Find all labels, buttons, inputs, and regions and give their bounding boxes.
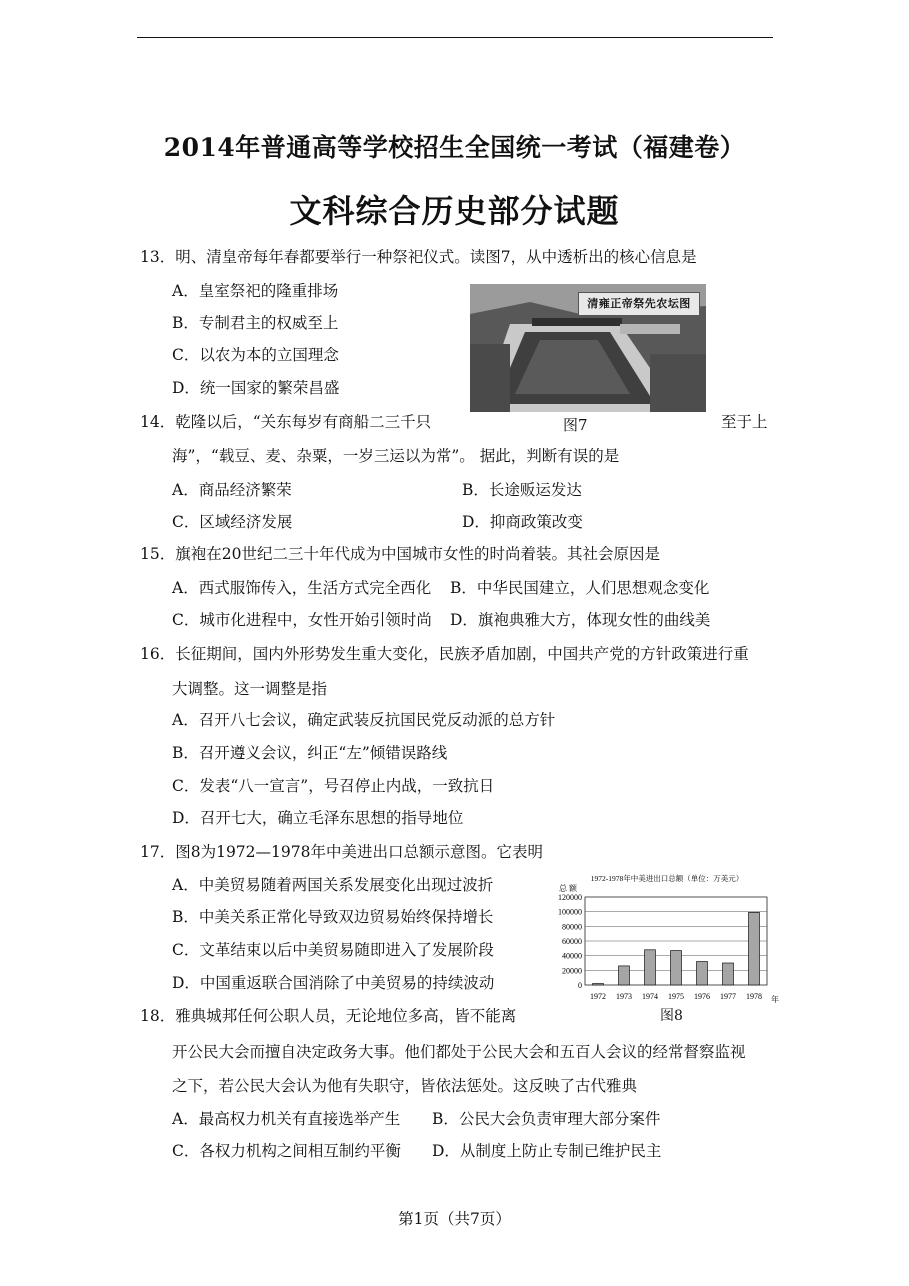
- q13-option-b: B．专制君主的权威至上: [172, 314, 339, 332]
- q16-option-d: D．召开七大，确立毛泽东思想的指导地位: [172, 809, 464, 827]
- q15-option-d: D．旗袍典雅大方，体现女性的曲线美: [450, 611, 711, 629]
- q18-option-b: B．公民大会负责审理大部分案件: [432, 1110, 661, 1128]
- q16-option-a: A．召开八七会议，确定武装反抗国民党反动派的总方针: [172, 711, 556, 729]
- q16-option-c: C．发表“八一宣言”，号召停止内战，一致抗日: [172, 777, 495, 795]
- q14-line1: 14．乾隆以后，“关东每岁有商船二三千只: [140, 413, 432, 431]
- chart-bar-1972: [593, 984, 604, 985]
- q13-stem: 13．明、清皇帝每年春都要举行一种祭祀仪式。读图7，从中透析出的核心信息是: [140, 248, 697, 266]
- q18-line2: 开公民大会而擅自决定政务大事。他们都处于公民大会和五百人会议的经常督察监视: [172, 1043, 746, 1061]
- q15-option-b: B．中华民国建立，人们思想观念变化: [450, 579, 710, 597]
- chart-bar-1976: [697, 962, 708, 985]
- page-footer: 第1页（共7页）: [398, 1210, 511, 1228]
- chart-x-unit: 年: [771, 995, 779, 1004]
- chart-bar-1973: [619, 966, 630, 985]
- chart-bar-1978: [749, 912, 760, 985]
- chart-xtick-label: 1977: [720, 992, 736, 1001]
- chart-bar-1977: [723, 963, 734, 985]
- q17-option-c: C．文革结束以后中美贸易随即进入了发展阶段: [172, 941, 494, 959]
- chart-xtick-label: 1974: [642, 992, 658, 1001]
- q15-option-c: C．城市化进程中，女性开始引领时尚: [172, 611, 432, 629]
- q18-option-a: A．最高权力机关有直接选举产生: [172, 1110, 401, 1128]
- chart-ytick-label: 100000: [558, 907, 582, 917]
- q14-line1-tail: 至于上: [721, 413, 768, 431]
- q17-stem: 17．图8为1972—1978年中美进出口总额示意图。它表明: [140, 843, 543, 861]
- figure-7-label: 图7: [563, 416, 588, 434]
- chart-bar-1975: [671, 951, 682, 985]
- chart-ytick-label: 80000: [562, 922, 582, 932]
- chart-ytick-label: 40000: [562, 951, 582, 961]
- chart-title: 1972-1978年中美进出口总额（单位：万美元）: [590, 874, 744, 883]
- q13-option-a: A．皇室祭祀的隆重排场: [172, 282, 339, 300]
- chart-xtick-label: 1972: [590, 992, 606, 1001]
- chart-bar-1974: [645, 950, 656, 985]
- q14-option-d: D．抑商政策改变: [462, 513, 583, 531]
- q13-option-d: D．统一国家的繁荣昌盛: [172, 379, 340, 397]
- chart-ytick-label: 0: [578, 981, 582, 990]
- exam-subtitle: 文科综合历史部分试题: [289, 192, 620, 230]
- figure-8-label: 图8: [660, 1008, 683, 1024]
- figure-7-caption: 清雍正帝祭先农坛图: [578, 292, 700, 316]
- q16-line1: 16．长征期间，国内外形势发生重大变化，民族矛盾加剧，中国共产党的方针政策进行重: [140, 645, 749, 663]
- q18-option-d: D．从制度上防止专制已维护民主: [432, 1142, 662, 1160]
- q16-line2: 大调整。这一调整是指: [172, 680, 328, 698]
- chart-xtick-label: 1978: [746, 992, 762, 1001]
- q15-option-a: A．西式服饰传入，生活方式完全西化: [172, 579, 432, 597]
- q13-option-c: C．以农为本的立国理念: [172, 346, 339, 364]
- chart-ytick-label: 20000: [562, 966, 582, 976]
- figure-8-bar-chart: [545, 870, 780, 1006]
- chart-ytick-label: 120000: [558, 893, 582, 902]
- chart-xtick-label: 1976: [694, 992, 710, 1001]
- q18-option-c: C．各权力机构之间相互制约平衡: [172, 1142, 401, 1160]
- exam-title: 2014年普通高等学校招生全国统一考试（福建卷）: [163, 133, 746, 162]
- q15-stem: 15．旗袍在20世纪二三十年代成为中国城市女性的时尚着装。其社会原因是: [140, 545, 660, 563]
- q14-option-b: B．长途贩运发达: [462, 481, 582, 499]
- q18-line3: 之下，若公民大会认为他有失职守，皆依法惩处。这反映了古代雅典: [172, 1077, 638, 1095]
- q14-option-a: A．商品经济繁荣: [172, 481, 292, 499]
- q14-option-c: C．区域经济发展: [172, 513, 293, 531]
- header-rule: [137, 37, 773, 38]
- q17-option-d: D．中国重返联合国消除了中美贸易的持续波动: [172, 974, 495, 992]
- chart-xtick-label: 1975: [668, 992, 684, 1001]
- chart-xtick-label: 1973: [616, 992, 632, 1001]
- q14-line2: 海”，“载豆、麦、杂粟，一岁三运以为常”。 据此，判断有误的是: [172, 447, 620, 465]
- q18-line1: 18．雅典城邦任何公职人员，无论地位多高，皆不能离: [140, 1007, 517, 1025]
- chart-ylabel: 总 额: [559, 884, 577, 893]
- q17-option-a: A．中美贸易随着两国关系发展变化出现过波折: [172, 876, 494, 894]
- chart-ytick-label: 60000: [562, 937, 582, 946]
- q16-option-b: B．召开遵义会议，纠正“左”倾错误路线: [172, 744, 448, 762]
- q17-option-b: B．中美关系正常化导致双边贸易始终保持增长: [172, 908, 494, 926]
